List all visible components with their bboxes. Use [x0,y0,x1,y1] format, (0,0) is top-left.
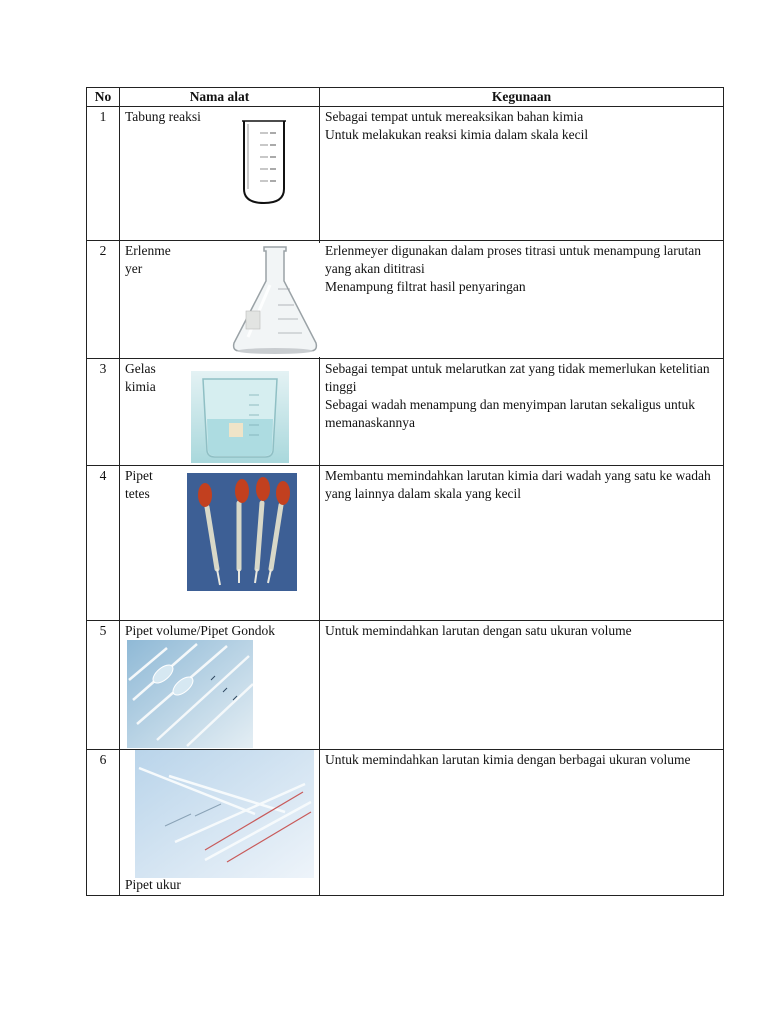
graduated-pipettes-photo [135,750,314,878]
tool-name: tetes [125,486,150,501]
usage-line: Untuk memindahkan larutan dengan satu ukuran volume [325,623,632,638]
table-row [87,241,724,359]
name-cell [120,241,320,359]
tool-name: Tabung reaksi [125,109,201,124]
usage-line: Sebagai wadah menampung dan menyimpan larutan sekaligus untuk memanaskannya [325,397,696,430]
usage-line: Sebagai tempat untuk mereaksikan bahan kimia [325,109,584,124]
tool-name: Gelas [125,361,156,376]
tool-name: Erlenme [125,243,171,258]
row-number: 4 [87,466,120,621]
header-no: No [87,88,120,107]
tool-name: Pipet ukur [125,877,181,892]
dropper-pipettes-photo [187,473,297,591]
usage-cell [320,621,724,750]
table-header-row [87,88,724,107]
usage-cell [320,750,724,896]
usage-cell [320,466,724,621]
usage-cell [320,107,724,241]
table-row [87,107,724,241]
usage-line: Sebagai tempat untuk melarutkan zat yang tidak memerlukan ketelitian tinggi [325,361,710,394]
table-row [87,466,724,621]
usage-line: Untuk memindahkan larutan kimia dengan berbagai ukuran volume [325,752,691,767]
table-row [87,359,724,466]
beaker-photo [191,371,289,463]
name-cell [120,621,320,750]
usage-cell [320,241,724,359]
row-number: 1 [87,107,120,241]
usage-line: Untuk melakukan reaksi kimia dalam skala kecil [325,127,589,142]
test-tube-illustration [238,119,290,205]
tool-name: kimia [125,379,156,394]
tool-name: Pipet [125,468,153,483]
usage-line: Menampung filtrat hasil penyaringan [325,279,526,294]
volumetric-pipettes-photo [127,640,253,748]
tool-name: Pipet volume/Pipet Gondok [125,623,275,638]
row-number: 2 [87,241,120,359]
erlenmeyer-flask-photo [228,243,322,357]
table-row [87,750,724,896]
row-number: 5 [87,621,120,750]
header-nama-alat: Nama alat [120,88,320,107]
name-cell [120,750,320,896]
usage-cell [320,359,724,466]
row-number: 6 [87,750,120,896]
row-number: 3 [87,359,120,466]
usage-line: Membantu memindahkan larutan kimia dari wadah yang satu ke wadah yang lainnya dalam skala yang kecil [325,468,711,501]
table-row [87,621,724,750]
tool-name: yer [125,261,143,276]
name-cell [120,359,320,466]
name-cell [120,107,320,241]
name-cell [120,466,320,621]
header-kegunaan: Kegunaan [320,88,724,107]
usage-line: Erlenmeyer digunakan dalam proses titrasi untuk menampung larutan yang akan dititrasi [325,243,702,276]
equipment-table [86,87,724,896]
